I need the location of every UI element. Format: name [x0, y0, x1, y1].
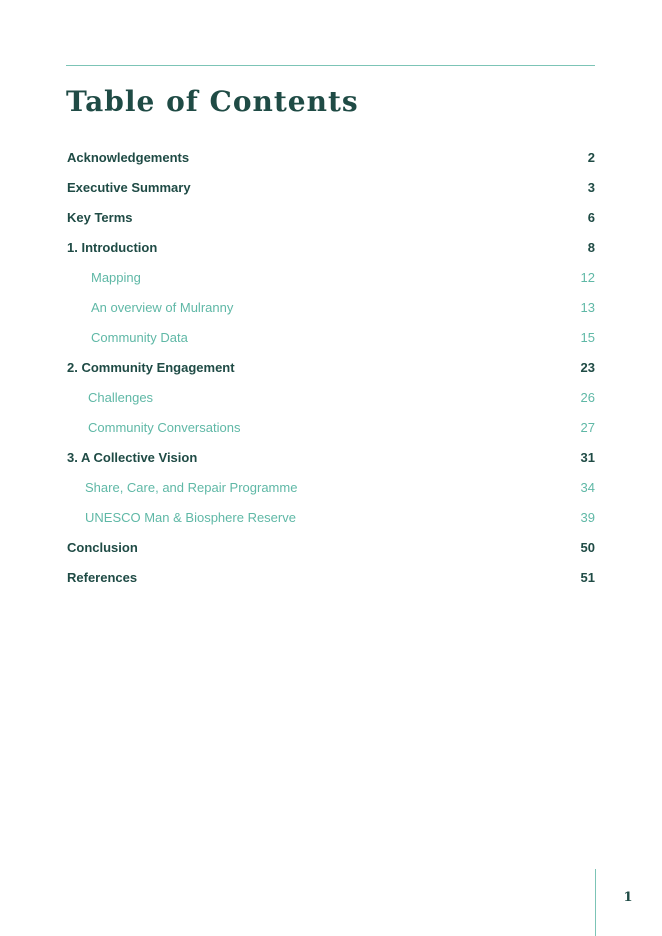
toc-subentry-community-conversations[interactable]: [67, 412, 595, 442]
toc-entry-conclusion[interactable]: [67, 532, 595, 562]
toc-entry-label: References: [67, 569, 138, 585]
toc-entry-page: 26: [580, 389, 595, 405]
toc-entry-page: 15: [580, 329, 595, 345]
toc-subentry-unesco-biosphere[interactable]: [67, 502, 595, 532]
toc-entry-page: 31: [580, 449, 595, 465]
toc-entry-label: Share, Care, and Repair Programme: [85, 479, 298, 495]
toc-entry-page: 51: [580, 569, 595, 585]
toc-entry-label: UNESCO Man & Biosphere Reserve: [85, 509, 296, 525]
toc-subentry-share-care-repair[interactable]: [67, 472, 595, 502]
toc-entry-page: 34: [580, 479, 595, 495]
toc-entry-page: 23: [580, 359, 595, 375]
toc-entry-page: 12: [580, 269, 595, 285]
toc-entry-page: 3: [587, 179, 595, 195]
toc-entry-label: 2. Community Engagement: [67, 359, 235, 375]
toc-entry-page: 27: [580, 419, 595, 435]
toc-entry-introduction[interactable]: [67, 232, 595, 262]
toc-entry-label: An overview of Mulranny: [91, 299, 234, 315]
toc-entry-page: 6: [587, 209, 595, 225]
toc-entry-page: 8: [587, 239, 595, 255]
toc-entry-key-terms[interactable]: [67, 202, 595, 232]
toc-subentry-challenges[interactable]: [67, 382, 595, 412]
toc-entry-label: 3. A Collective Vision: [67, 449, 198, 465]
toc-entry-page: 39: [580, 509, 595, 525]
toc-entry-references[interactable]: [67, 562, 595, 592]
toc-entry-label: Community Data: [91, 329, 188, 345]
page-number: 1: [623, 890, 633, 905]
toc-entry-label: 1. Introduction: [67, 239, 158, 255]
toc-subentry-mapping[interactable]: [67, 262, 595, 292]
toc-entry-page: 13: [580, 299, 595, 315]
toc-subentry-overview-mulranny[interactable]: [67, 292, 595, 322]
toc-entry-label: Challenges: [88, 389, 154, 405]
toc-entry-label: Conclusion: [67, 539, 138, 555]
toc-entry-label: Executive Summary: [67, 179, 191, 195]
toc-entry-page: 50: [580, 539, 595, 555]
toc-subentry-community-data[interactable]: [67, 322, 595, 352]
table-of-contents: [67, 142, 595, 592]
toc-entry-community-engagement[interactable]: [67, 352, 595, 382]
toc-entry-acknowledgements[interactable]: [67, 142, 595, 172]
page-title: Table of Contents: [66, 85, 359, 118]
toc-entry-page: 2: [587, 149, 595, 165]
toc-entry-label: Acknowledgements: [67, 149, 190, 165]
toc-entry-collective-vision[interactable]: [67, 442, 595, 472]
toc-entry-label: Community Conversations: [88, 419, 241, 435]
toc-entry-label: Key Terms: [67, 209, 133, 225]
toc-entry-label: Mapping: [91, 269, 141, 285]
toc-entry-executive-summary[interactable]: [67, 172, 595, 202]
top-divider: [66, 65, 595, 66]
footer-divider: [595, 869, 596, 936]
